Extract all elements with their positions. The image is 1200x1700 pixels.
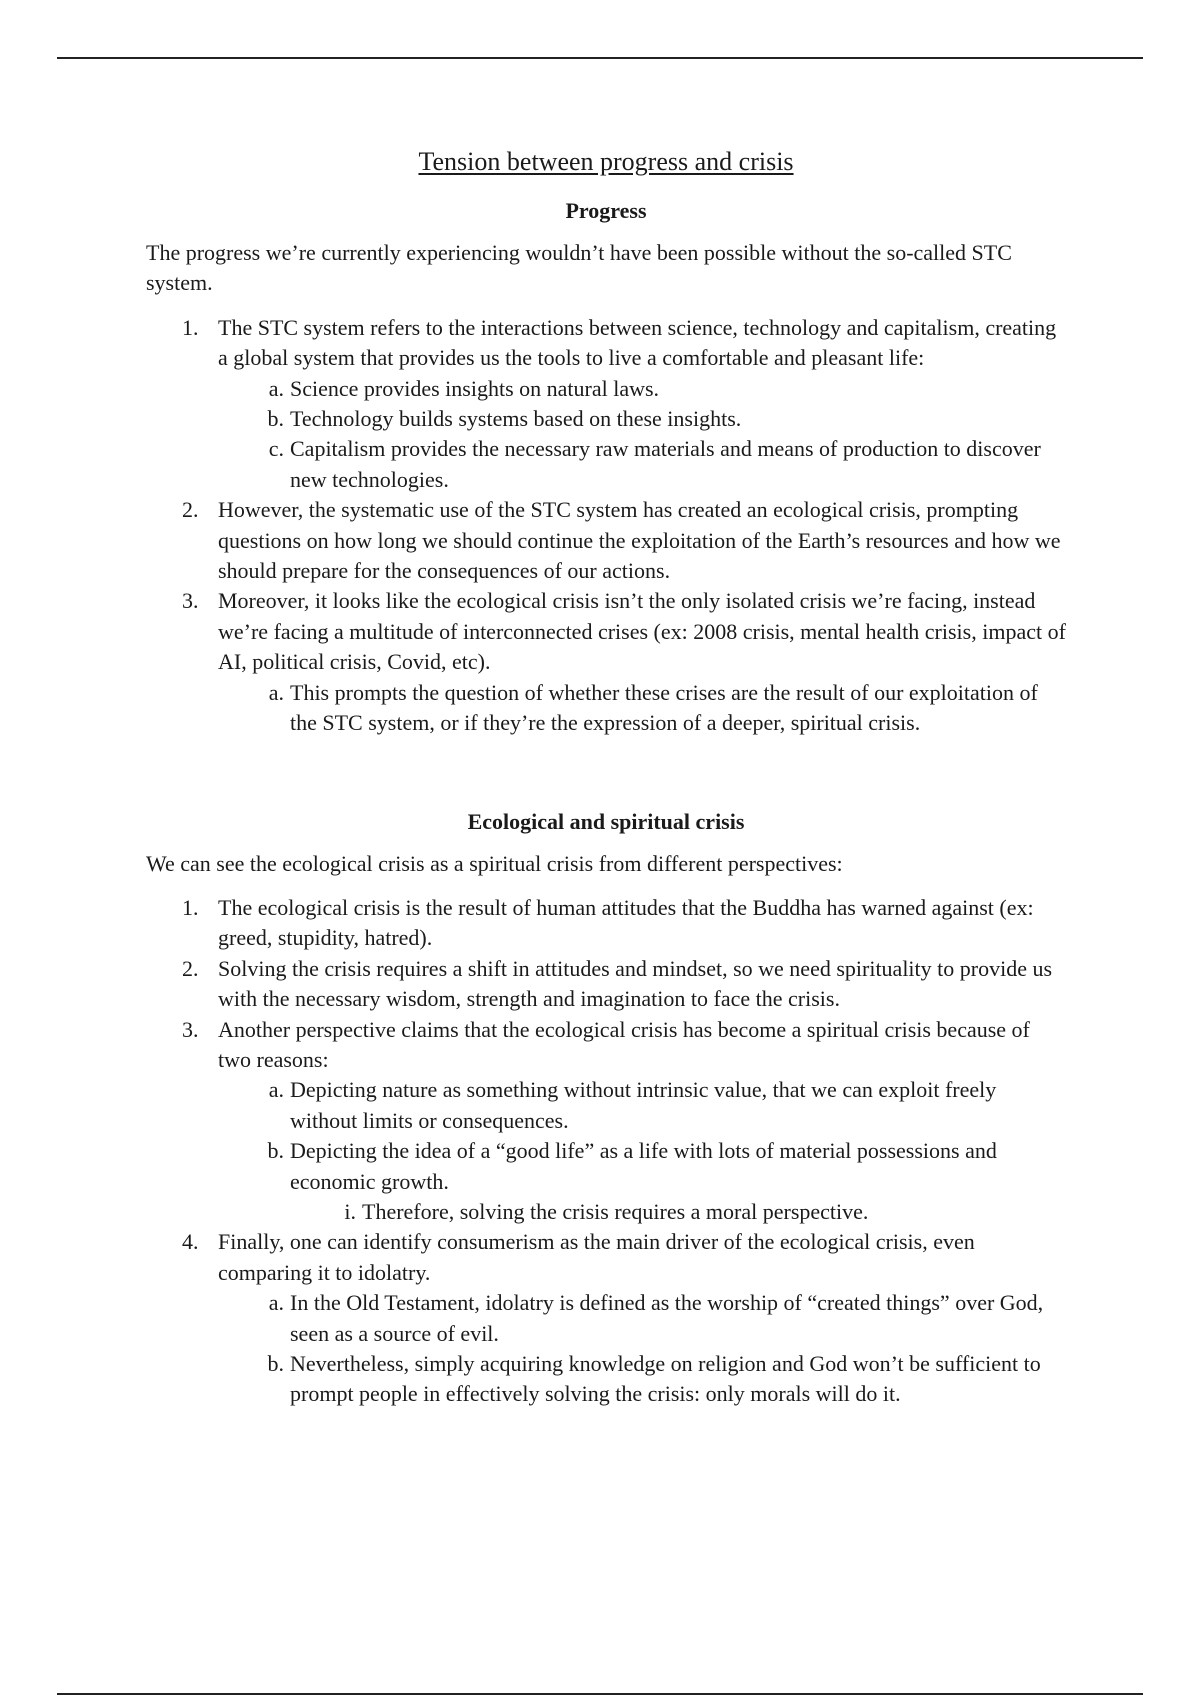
list-marker: 1. — [182, 314, 199, 340]
list-item-text: Nevertheless, simply acquiring knowledge on religion and God won’t be sufficient to prompt people in effectively solving the crisis: only morals will do it. — [290, 1351, 1041, 1407]
roman-list — [290, 1197, 1066, 1227]
lettered-list — [218, 678, 1066, 739]
list-item — [146, 1015, 1066, 1228]
list-marker: b. — [267, 406, 284, 432]
list-marker: 4. — [182, 1229, 199, 1255]
list-item — [146, 495, 1066, 586]
list-item — [218, 404, 1066, 434]
list-marker: 2. — [182, 955, 199, 981]
list-marker: 3. — [182, 1016, 199, 1042]
list-item-text: However, the systematic use of the STC system has created an ecological crisis, prompting questions on how long we should continue the exploitation of the Earth’s resources and how we should prepare for the consequences of our actions. — [218, 497, 1061, 584]
list-marker: 3. — [182, 588, 199, 614]
list-item-text: Solving the crisis requires a shift in attitudes and mindset, so we need spirituality to provide us with the necessary wisdom, strength and imagination to face the crisis. — [218, 955, 1053, 1012]
numbered-list — [146, 313, 1066, 739]
list-item — [146, 893, 1066, 954]
list-item — [146, 1227, 1066, 1409]
section-intro: We can see the ecological crisis as a spiritual crisis from different perspectives: — [146, 850, 843, 876]
list-item-text: This prompts the question of whether these crises are the result of our exploitation of the STC system, or if they’re the expression of a deeper, spiritual crisis. — [290, 679, 1038, 736]
section-intro: The progress we’re currently experiencing wouldn’t have been possible without the so-called STC system. — [146, 240, 1012, 296]
list-item-text: Therefore, solving the crisis requires a moral perspective. — [362, 1198, 869, 1224]
list-item-text: Depicting nature as something without intrinsic value, that we can exploit freely without limits or consequences. — [290, 1077, 997, 1133]
document-title: Tension between progress and crisis — [418, 147, 794, 176]
list-item — [218, 678, 1066, 739]
list-marker: i. — [344, 1198, 356, 1224]
list-item — [218, 1136, 1066, 1227]
list-marker: b. — [267, 1138, 284, 1164]
list-marker: a. — [268, 679, 284, 705]
list-item — [218, 374, 1066, 404]
list-item-text: Capitalism provides the necessary raw materials and means of production to discover new technologies. — [290, 436, 1041, 492]
list-item — [218, 1349, 1066, 1410]
lettered-list — [218, 1075, 1066, 1227]
list-item-text: The STC system refers to the interactions between science, technology and capitalism, creating a global system that provides us the tools to live a comfortable and pleasant life: — [218, 314, 1057, 371]
section-heading: Progress — [565, 198, 647, 223]
list-item-text: Science provides insights on natural laws. — [290, 375, 660, 401]
list-marker: a. — [268, 1290, 284, 1316]
list-item — [290, 1197, 1066, 1227]
list-item-text: Moreover, it looks like the ecological crisis isn’t the only isolated crisis we’re facing, instead we’re facing a multitude of interconnected crises (ex: 2008 crisis, mental health crisis, impact of AI, political crisis, Covid, etc). — [218, 588, 1066, 675]
list-marker: a. — [268, 375, 284, 401]
list-item — [146, 313, 1066, 495]
lettered-list — [218, 374, 1066, 496]
list-marker: 1. — [182, 894, 199, 920]
list-item — [218, 434, 1066, 495]
list-item — [146, 954, 1066, 1015]
top-rule — [57, 57, 1143, 59]
section-ecological-spiritual-crisis — [146, 805, 1066, 1410]
list-marker: 2. — [182, 497, 199, 523]
bottom-rule — [57, 1693, 1143, 1695]
list-item — [218, 1075, 1066, 1136]
list-item-text: Depicting the idea of a “good life” as a life with lots of material possessions and economic growth. — [290, 1138, 997, 1194]
list-marker: c. — [268, 436, 284, 462]
list-item-text: Another perspective claims that the ecological crisis has become a spiritual crisis because of two reasons: — [218, 1016, 1030, 1072]
list-item-text: In the Old Testament, idolatry is defined as the worship of “created things” over God, seen as a source of evil. — [290, 1290, 1044, 1346]
list-item — [218, 1288, 1066, 1349]
document-body — [146, 142, 1066, 1410]
numbered-list — [146, 893, 1066, 1410]
list-item — [146, 586, 1066, 738]
list-item-text: Finally, one can identify consumerism as the main driver of the ecological crisis, even comparing it to idolatry. — [218, 1229, 975, 1285]
list-marker: b. — [267, 1351, 284, 1376]
list-marker: a. — [268, 1077, 284, 1103]
section-heading: Ecological and spiritual crisis — [467, 808, 745, 834]
section-progress — [146, 194, 1066, 739]
list-item-text: Technology builds systems based on these insights. — [290, 406, 742, 432]
lettered-list — [218, 1288, 1066, 1410]
list-item-text: The ecological crisis is the result of human attitudes that the Buddha has warned against (ex: greed, stupidity, hatred). — [218, 894, 1034, 951]
